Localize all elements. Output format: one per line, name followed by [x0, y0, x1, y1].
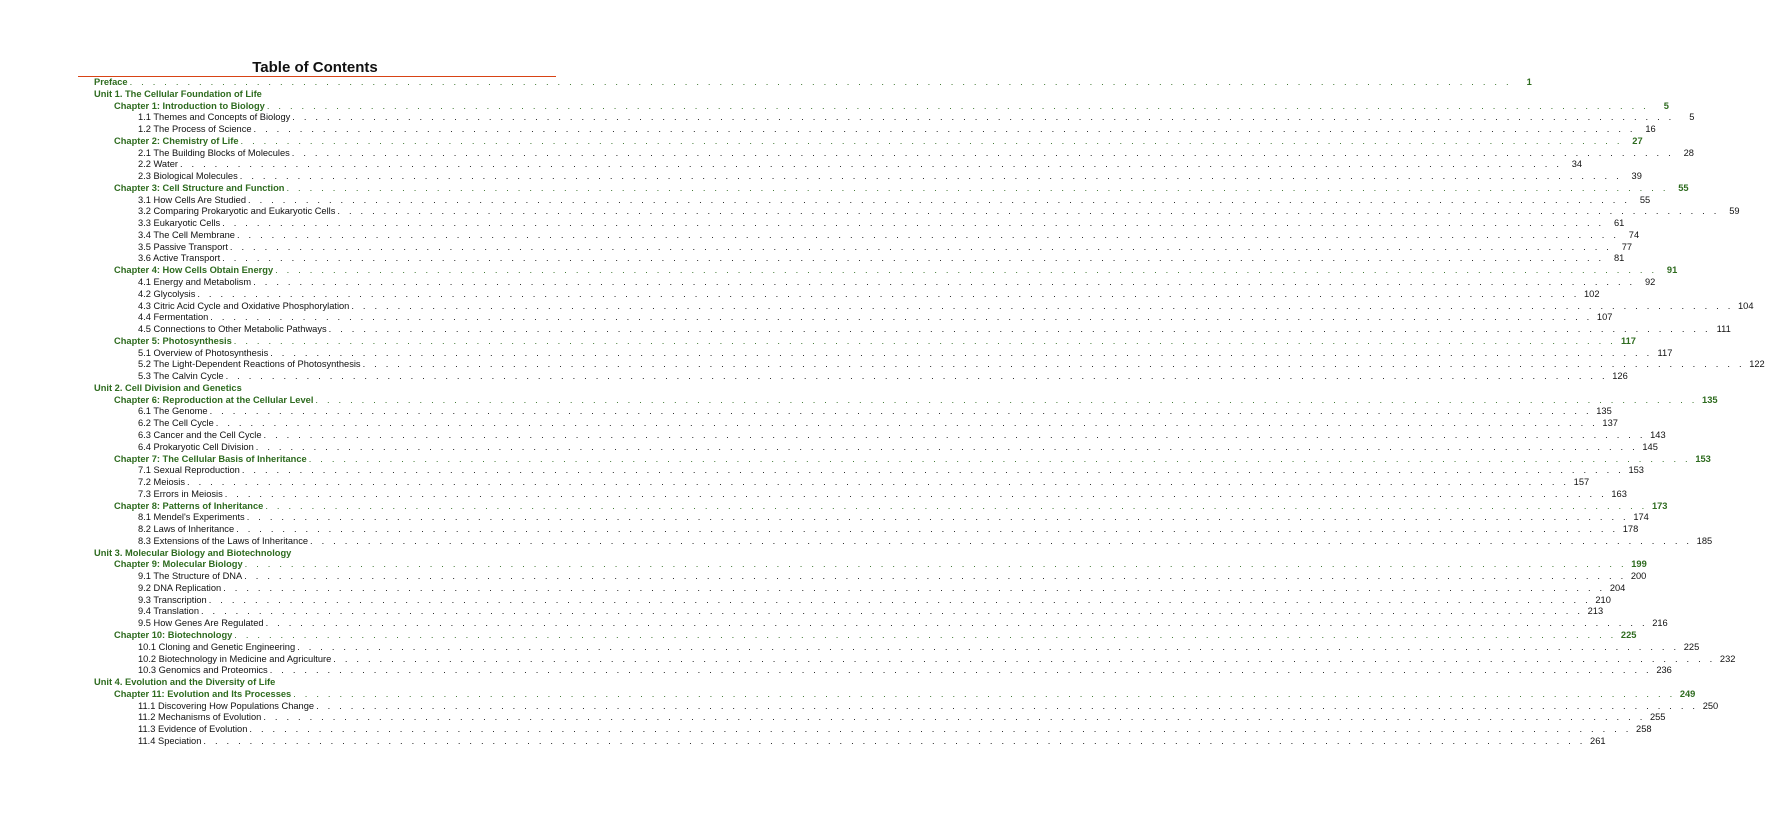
toc-entry-page-number[interactable]: 204 [1609, 582, 1626, 593]
toc-entry-page-number[interactable]: 178 [1622, 524, 1639, 535]
toc-section-entry[interactable] [0, 253, 1625, 265]
toc-chapter-entry[interactable] [0, 559, 1647, 571]
toc-entry-page-number[interactable]: 249 [1679, 688, 1696, 699]
dot-leader: . . . . . . . . . . . . . . . . . . . . . . . . . . . . . . . . . . . . . . . . . . . . . . . . . . . . . . . . . . . . . . . . . . . . . . . . . . . . . . . . . . . . . . . . . . . . . . . . . . . . . . . . . . . . . . . . . . . . . . . . [269, 665, 1652, 676]
toc-entry-page-number[interactable]: 225 [1620, 629, 1637, 640]
dot-leader: . . . . . . . . . . . . . . . . . . . . . . . . . . . . . . . . . . . . . . . . . . . . . . . . . . . . . . . . . . . . . . . . . . . . . . . . . . . . . . . . . . . . . . . . . . . . . . . . . . . . . . . . . . . . . . . . . . . . . . . . [263, 712, 1646, 723]
dot-leader: . . . . . . . . . . . . . . . . . . . . . . . . . . . . . . . . . . . . . . . . . . . . . . . . . . . . . . . . . . . . . . . . . . . . . . . . . . . . . . . . . . . . . . . . . . . . . . . . . . . . . . . . . . . . . . . . . . . . . . . . [266, 100, 1649, 111]
dot-leader: . . . . . . . . . . . . . . . . . . . . . . . . . . . . . . . . . . . . . . . . . . . . . . . . . . . . . . . . . . . . . . . . . . . . . . . . . . . . . . . . . . . . . . . . . . . . . . . . . . . . . . . . . . . . . . . . . . . . . . . . [328, 324, 1711, 335]
dot-leader: . . . . . . . . . . . . . . . . . . . . . . . . . . . . . . . . . . . . . . . . . . . . . . . . . . . . . . . . . . . . . . . . . . . . . . . . . . . . . . . . . . . . . . . . . . . . . . . . . . . . . . . . . . . . . . . . . . . . . . . . [187, 477, 1570, 488]
toc-entry-label[interactable]: Chapter 8: Patterns of Inheritance [114, 500, 264, 511]
toc-entry-page-number[interactable]: 81 [1613, 253, 1625, 264]
toc-section-entry[interactable] [0, 441, 1658, 454]
toc-section-entry[interactable] [0, 524, 1639, 536]
toc-section-entry[interactable] [0, 594, 1611, 607]
toc-section-entry[interactable] [0, 171, 1642, 183]
toc-entry-label[interactable]: 7.3 Errors in Meiosis [138, 488, 223, 499]
dot-leader: . . . . . . . . . . . . . . . . . . . . . . . . . . . . . . . . . . . . . . . . . . . . . . . . . . . . . . . . . . . . . . . . . . . . . . . . . . . . . . . . . . . . . . . . . . . . . . . . . . . . . . . . . . . . . . . . . . . . . . . . [293, 688, 1676, 699]
toc-section-entry[interactable] [0, 429, 1666, 442]
toc-section-entry[interactable] [0, 712, 1666, 724]
toc-entry-page-number[interactable]: 28 [1683, 147, 1694, 158]
toc-entry-page-number[interactable]: 104 [1737, 300, 1754, 311]
dot-leader: . . . . . . . . . . . . . . . . . . . . . . . . . . . . . . . . . . . . . . . . . . . . . . . . . . . . . . . . . . . . . . . . . . . . . . . . . . . . . . . . . . . . . . . . . . . . . . . . . . . . . . . . . . . . . . . . . . . . . . . . [222, 253, 1605, 264]
toc-entry-page-number[interactable]: 216 [1652, 618, 1668, 629]
dot-leader: . . . . . . . . . . . . . . . . . . . . . . . . . . . . . . . . . . . . . . . . . . . . . . . . . . . . . . . . . . . . . . . . . . . . . . . . . . . . . . . . . . . . . . . . . . . . . . . . . . . . . . . . . . . . . . . . . . . . . . . . [224, 488, 1607, 499]
toc-entry-label[interactable]: 9.5 How Genes Are Regulated [138, 618, 264, 629]
toc-entry-label[interactable]: Chapter 10: Biotechnology [114, 629, 233, 640]
toc-entry-label[interactable]: Unit 2. Cell Division and Genetics [94, 382, 242, 393]
toc-section-entry[interactable] [0, 312, 1613, 324]
toc-section-entry[interactable] [0, 277, 1656, 289]
toc-section-entry[interactable] [0, 206, 1740, 218]
dot-leader: . . . . . . . . . . . . . . . . . . . . . . . . . . . . . . . . . . . . . . . . . . . . . . . . . . . . . . . . . . . . . . . . . . . . . . . . . . . . . . . . . . . . . . . . . . . . . . . . . . . . . . . . . . . . . . . . . . . . . . . . [337, 206, 1720, 217]
toc-chapter-entry[interactable] [0, 394, 1718, 407]
toc-entry-page-number[interactable]: 16 [1645, 124, 1656, 135]
toc-section-entry[interactable] [0, 159, 1583, 171]
toc-entry-label[interactable]: 6.1 The Genome [138, 406, 208, 417]
toc-entry-page-number[interactable]: 232 [1719, 653, 1736, 664]
toc-entry-label[interactable]: Chapter 9: Molecular Biology [114, 559, 243, 570]
toc-entry-label[interactable]: 11.1 Discovering How Populations Change [138, 700, 315, 711]
toc-entry-label[interactable]: 6.4 Prokaryotic Cell Division [138, 441, 254, 452]
toc-entry-page-number[interactable]: 163 [1611, 488, 1627, 499]
dot-leader: . . . . . . . . . . . . . . . . . . . . . . . . . . . . . . . . . . . . . . . . . . . . . . . . . . . . . . . . . . . . . . . . . . . . . . . . . . . . . . . . . . . . . . . . . . . . . . . . . . . . . . . . . . . . . . . . . . . . . . . . [265, 500, 1648, 511]
toc-entry-label[interactable]: 2.3 Biological Molecules [138, 171, 238, 182]
dot-leader: . . . . . . . . . . . . . . . . . . . . . . . . . . . . . . . . . . . . . . . . . . . . . . . . . . . . . . . . . . . . . . . . . . . . . . . . . . . . . . . . . . . . . . . . . . . . . . . . . . . . . . . . . . . . . . . . . . . . . . . . [197, 288, 1580, 299]
dot-leader: . . . . . . . . . . . . . . . . . . . . . . . . . . . . . . . . . . . . . . . . . . . . . . . . . . . . . . . . . . . . . . . . . . . . . . . . . . . . . . . . . . . . . . . . . . . . . . . . . . . . . . . . . . . . . . . . . . . . . . . . [200, 606, 1584, 617]
toc-entry-page-number[interactable]: 200 [1630, 571, 1647, 582]
dot-leader: . . . . . . . . . . . . . . . . . . . . . . . . . . . . . . . . . . . . . . . . . . . . . . . . . . . . . . . . . . . . . . . . . . . . . . . . . . . . . . . . . . . . . . . . . . . . . . . . . . . . . . . . . . . . . . . . . . . . . . . . [310, 535, 1693, 546]
toc-section-entry[interactable] [0, 653, 1736, 666]
toc-chapter-entry[interactable] [0, 335, 1636, 348]
toc-entry-page-number[interactable]: 55 [1639, 194, 1651, 205]
dot-leader: . . . . . . . . . . . . . . . . . . . . . . . . . . . . . . . . . . . . . . . . . . . . . . . . . . . . . . . . . . . . . . . . . . . . . . . . . . . . . . . . . . . . . . . . . . . . . . . . . . . . . . . . . . . . . . . . . . . . . . . . [208, 594, 1591, 605]
toc-section-entry[interactable] [0, 112, 1695, 124]
toc-section-entry[interactable] [0, 147, 1694, 160]
dot-leader: . . . . . . . . . . . . . . . . . . . . . . . . . . . . . . . . . . . . . . . . . . . . . . . . . . . . . . . . . . . . . . . . . . . . . . . . . . . . . . . . . . . . . . . . . . . . . . . . . . . . . . . . . . . . . . . . . . . . . . . . [179, 159, 1563, 170]
dot-leader: . . . . . . . . . . . . . . . . . . . . . . . . . . . . . . . . . . . . . . . . . . . . . . . . . . . . . . . . . . . . . . . . . . . . . . . . . . . . . . . . . . . . . . . . . . . . . . . . . . . . . . . . . . . . . . . . . . . . . . . . [234, 629, 1617, 640]
toc-entry-page-number[interactable]: 199 [1631, 559, 1647, 570]
toc-entry-label[interactable]: Chapter 3: Cell Structure and Function [114, 182, 285, 193]
toc-entry-label[interactable]: 10.3 Genomics and Proteomics [138, 665, 268, 676]
dot-leader: . . . . . . . . . . . . . . . . . . . . . . . . . . . . . . . . . . . . . . . . . . . . . . . . . . . . . . . . . . . . . . . . . . . . . . . . . . . . . . . . . . . . . . . . . . . . . . . . . . . . . . . . . . . . . . . . . . . . . . . . [316, 700, 1699, 711]
toc-entry-label[interactable]: 8.2 Laws of Inheritance [138, 524, 235, 535]
dot-leader: . . . . . . . . . . . . . . . . . . . . . . . . . . . . . . . . . . . . . . . . . . . . . . . . . . . . . . . . . . . . . . . . . . . . . . . . . . . . . . . . . . . . . . . . . . . . . . . . . . . . . . . . . . . . . . . . . . . . . . . . [236, 524, 1619, 535]
page-title: Table of Contents [252, 59, 378, 76]
toc-entry-label[interactable]: Chapter 11: Evolution and Its Processes [114, 688, 292, 699]
toc-entry-label[interactable]: 4.2 Glycolysis [138, 288, 196, 299]
toc-entry-label[interactable]: 1.1 Themes and Concepts of Biology [138, 112, 291, 123]
toc-entry-label[interactable]: 9.1 The Structure of DNA [138, 571, 243, 582]
toc-entry-label[interactable]: 10.2 Biotechnology in Medicine and Agriculture [138, 653, 332, 664]
toc-entry-page-number[interactable]: 126 [1612, 371, 1628, 382]
toc-entry-page-number[interactable]: 74 [1628, 229, 1640, 240]
toc-chapter-entry[interactable] [0, 182, 1689, 195]
dot-leader: . . . . . . . . . . . . . . . . . . . . . . . . . . . . . . . . . . . . . . . . . . . . . . . . . . . . . . . . . . . . . . . . . . . . . . . . . . . . . . . . . . . . . . . . . . . . . . . . . . . . . . . . . . . . . . . . . . . . . . . . [236, 229, 1620, 240]
toc-unit-entry[interactable] [0, 383, 630, 395]
dot-leader: . . . . . . . . . . . . . . . . . . . . . . . . . . . . . . . . . . . . . . . . . . . . . . . . . . . . . . . . . . . . . . . . . . . . . . . . . . . . . . . . . . . . . . . . . . . . . . . . . . . . . . . . . . . . . . . . . . . . . . . . [240, 135, 1623, 146]
toc-entry-page-number[interactable]: 157 [1573, 477, 1590, 488]
toc-section-entry[interactable] [0, 300, 1754, 313]
dot-leader: . . . . . . . . . . . . . . . . . . . . . . . . . . . . . . . . . . . . . . . . . . . . . . . . . . . . . . . . . . . . . . . . . . . . . . . . . . . . . . . . . . . . . . . . . . . . . . . . . . . . . . . . . . . . . . . . . . . . . . . . [263, 429, 1646, 440]
toc-section-entry[interactable] [0, 371, 1628, 383]
toc-section-entry[interactable] [0, 535, 1713, 548]
dot-leader: . . . . . . . . . . . . . . . . . . . . . . . . . . . . . . . . . . . . . . . . . . . . . . . . . . . . . . . . . . . . . . . . . . . . . . . . . . . . . . . . . . . . . . . . . . . . . . . . . . . . . . . . . . . . . . . . . . . . . . . . [291, 147, 1674, 158]
toc-section-entry[interactable] [0, 347, 1673, 360]
toc-chapter-entry[interactable] [0, 688, 1696, 701]
toc-entry-label[interactable]: Unit 3. Molecular Biology and Biotechnology [94, 547, 292, 558]
toc-section-entry[interactable] [0, 194, 1651, 207]
toc-entry-page-number[interactable]: 173 [1651, 500, 1668, 511]
toc-chapter-entry[interactable] [0, 135, 1643, 148]
toc-section-entry[interactable] [0, 641, 1700, 654]
toc-section-entry[interactable] [0, 724, 1652, 736]
toc-entry-page-number[interactable]: 39 [1631, 171, 1642, 182]
dot-leader: . . . . . . . . . . . . . . . . . . . . . . . . . . . . . . . . . . . . . . . . . . . . . . . . . . . . . . . . . . . . . . . . . . . . . . . . . . . . . . . . . . . . . . . . . . . . . . . . . . . . . . . . . . . . . . . . . . . . . . . . [351, 300, 1734, 311]
toc-entry-label[interactable]: 9.3 Transcription [138, 594, 207, 605]
toc-chapter-entry[interactable] [0, 629, 1637, 642]
toc-entry-page-number[interactable]: 34 [1571, 159, 1583, 170]
toc-section-entry[interactable] [0, 571, 1647, 583]
dot-leader: . . . . . . . . . . . . . . . . . . . . . . . . . . . . . . . . . . . . . . . . . . . . . . . . . . . . . . . . . . . . . . . . . . . . . . . . . . . . . . . . . . . . . . . . . . . . . . . . . . . . . . . . . . . . . . . . . . . . . . . . [275, 265, 1658, 276]
dot-leader: . . . . . . . . . . . . . . . . . . . . . . . . . . . . . . . . . . . . . . . . . . . . . . . . . . . . . . . . . . . . . . . . . . . . . . . . . . . . . . . . . . . . . . . . . . . . . . . . . . . . . . . . . . . . . . . . . . . . . . . . [315, 394, 1698, 405]
toc-entry-page-number[interactable]: 225 [1683, 641, 1700, 652]
toc-section-entry[interactable] [0, 406, 1612, 418]
toc-section-entry[interactable] [0, 124, 1656, 136]
dot-leader: . . . . . . . . . . . . . . . . . . . . . . . . . . . . . . . . . . . . . . . . . . . . . . . . . . . . . . . . . . . . . . . . . . . . . . . . . . . . . . . . . . . . . . . . . . . . . . . . . . . . . . . . . . . . . . . . . . . . . . . . [225, 371, 1608, 382]
toc-section-entry[interactable] [0, 606, 1604, 618]
dot-leader: . . . . . . . . . . . . . . . . . . . . . . . . . . . . . . . . . . . . . . . . . . . . . . . . . . . . . . . . . . . . . . . . . . . . . . . . . . . . . . . . . . . . . . . . . . . . . . . . . . . . . . . . . . . . . . . . . . . . . . . . [244, 571, 1627, 582]
dot-leader: . . . . . . . . . . . . . . . . . . . . . . . . . . . . . . . . . . . . . . . . . . . . . . . . . . . . . . . . . . . . . . . . . . . . . . . . . . . . . . . . . . . . . . . . . . . . . . . . . . . . . . . . . . . . . . . . . . . . . . . . [210, 312, 1593, 323]
toc-entry-label[interactable]: 4.4 Fermentation [138, 312, 209, 323]
toc-entry-label[interactable]: 11.4 Speciation [138, 735, 202, 746]
toc-section-entry[interactable] [0, 477, 1590, 489]
dot-leader: . . . . . . . . . . . . . . . . . . . . . . . . . . . . . . . . . . . . . . . . . . . . . . . . . . . . . . . . . . . . . . . . . . . . . . . . . . . . . . . . . . . . . . . . . . . . . . . . . . . . . . . . . . . . . . . . . . . . . . . . [265, 618, 1648, 629]
toc-entry-label[interactable]: 8.3 Extensions of the Laws of Inheritance [138, 535, 309, 546]
toc-section-entry[interactable] [0, 488, 1627, 501]
toc-entry-page-number[interactable]: 61 [1613, 218, 1625, 229]
toc-entry-label[interactable]: 3.5 Passive Transport [138, 241, 228, 252]
toc-entry-page-number[interactable]: 135 [1702, 394, 1718, 405]
toc-entry-page-number[interactable]: 213 [1587, 606, 1604, 617]
toc-entry-label[interactable]: Chapter 4: How Cells Obtain Energy [114, 265, 274, 276]
toc-section-entry[interactable] [0, 665, 1672, 677]
toc-entry-label[interactable]: Unit 4. Evolution and the Diversity of Life [94, 677, 276, 688]
toc-unit-entry[interactable] [0, 548, 630, 560]
toc-entry-page-number[interactable]: 153 [1695, 453, 1711, 464]
toc-section-entry[interactable] [0, 241, 1633, 254]
toc-entry-label[interactable]: 11.2 Mechanisms of Evolution [138, 712, 262, 723]
toc-entry-label[interactable]: 10.1 Cloning and Genetic Engineering [138, 641, 296, 652]
dot-leader: . . . . . . . . . . . . . . . . . . . . . . . . . . . . . . . . . . . . . . . . . . . . . . . . . . . . . . . . . . . . . . . . . . . . . . . . . . . . . . . . . . . . . . . . . . . . . . . . . . . . . . . . . . . . . . . . . . . . . . . . [222, 218, 1605, 229]
toc-entry-label[interactable]: 3.1 How Cells Are Studied [138, 194, 247, 205]
toc-entry-label[interactable]: 8.1 Mendel's Experiments [138, 512, 245, 523]
toc-entry-page-number[interactable]: 258 [1636, 724, 1652, 735]
toc-entry-page-number[interactable]: 107 [1596, 312, 1613, 323]
toc-unit-entry[interactable] [0, 677, 630, 689]
toc-section-entry[interactable] [0, 735, 1606, 748]
toc-entry-label[interactable]: 9.4 Translation [138, 606, 199, 617]
toc-entry-page-number[interactable]: 77 [1621, 241, 1633, 252]
toc-section-entry[interactable] [0, 512, 1649, 524]
toc-section-entry[interactable] [0, 218, 1625, 230]
dot-leader: . . . . . . . . . . . . . . . . . . . . . . . . . . . . . . . . . . . . . . . . . . . . . . . . . . . . . . . . . . . . . . . . . . . . . . . . . . . . . . . . . . . . . . . . . . . . . . . . . . . . . . . . . . . . . . . . . . . . . . . . [249, 724, 1632, 735]
toc-entry-page-number[interactable]: 145 [1642, 441, 1658, 452]
toc-section-entry[interactable] [0, 618, 1668, 630]
toc-chapter-entry[interactable] [0, 100, 1669, 113]
toc-entry-label[interactable]: 4.3 Citric Acid Cycle and Oxidative Phosphorylation [138, 300, 350, 311]
toc-entry-page-number[interactable]: 153 [1628, 465, 1644, 476]
dot-leader: . . . . . . . . . . . . . . . . . . . . . . . . . . . . . . . . . . . . . . . . . . . . . . . . . . . . . . . . . . . . . . . . . . . . . . . . . . . . . . . . . . . . . . . . . . . . . . . . . . . . . . . . . . . . . . . . . . . . . . . . [223, 582, 1606, 593]
toc-entry-label[interactable]: Chapter 2: Chemistry of Life [114, 135, 239, 146]
toc-entry-label[interactable]: 3.6 Active Transport [138, 253, 221, 264]
toc-section-entry[interactable] [0, 359, 1765, 371]
toc-entry-label[interactable]: Preface [94, 77, 128, 87]
dot-leader: . . . . . . . . . . . . . . . . . . . . . . . . . . . . . . . . . . . . . . . . . . . . . . . . . . . . . . . . . . . . . . . . . . . . . . . . . . . . . . . . . . . . . . . . . . . . . . . . . . . . . . . . . . . . . . . . . . . . . . . . [270, 347, 1653, 358]
toc-unit-entry[interactable] [0, 89, 630, 101]
toc-chapter-entry[interactable] [0, 500, 1668, 513]
toc-section-entry[interactable] [0, 700, 1719, 713]
toc-entry-label[interactable]: 7.1 Sexual Reproduction [138, 465, 240, 476]
toc-entry-page-number[interactable]: 236 [1656, 665, 1672, 676]
dot-leader: . . . . . . . . . . . . . . . . . . . . . . . . . . . . . . . . . . . . . . . . . . . . . . . . . . . . . . . . . . . . . . . . . . . . . . . . . . . . . . . . . . . . . . . . . . . . . . . . . . . . . . . . . . . . . . . . . . . . . . . . [233, 335, 1616, 346]
toc-chapter-entry[interactable] [0, 453, 1711, 466]
toc-entry-label[interactable]: Unit 1. The Cellular Foundation of Life [94, 88, 262, 99]
toc-section-entry[interactable] [0, 582, 1626, 595]
toc-entry-label[interactable]: 9.2 DNA Replication [138, 582, 222, 593]
dot-leader: . . . . . . . . . . . . . . . . . . . . . . . . . . . . . . . . . . . . . . . . . . . . . . . . . . . . . . . . . . . . . . . . . . . . . . . . . . . . . . . . . . . . . . . . . . . . . . . . . . . . . . . . . . . . . . . . . . . . . . . . [248, 194, 1631, 205]
table-of-contents [0, 77, 1765, 748]
dot-leader: . . . . . . . . . . . . . . . . . . . . . . . . . . . . . . . . . . . . . . . . . . . . . . . . . . . . . . . . . . . . . . . . . . . . . . . . . . . . . . . . . . . . . . . . . . . . . . . . . . . . . . . . . . . . . . . . . . . . . . . . [253, 277, 1636, 288]
toc-entry-label[interactable]: 4.1 Energy and Metabolism [138, 277, 252, 288]
dot-leader: . . . . . . . . . . . . . . . . . . . . . . . . . . . . . . . . . . . . . . . . . . . . . . . . . . . . . . . . . . . . . . . . . . . . . . . . . . . . . . . . . . . . . . . . . . . . . . . . . . . . . . . . . . . . . . . . . . . . . . . . [255, 441, 1638, 452]
toc-entry-page-number[interactable]: 255 [1649, 712, 1666, 723]
toc-entry-label[interactable]: Chapter 1: Introduction to Biology [114, 100, 265, 111]
dot-leader: . . . . . . . . . . . . . . . . . . . . . . . . . . . . . . . . . . . . . . . . . . . . . . . . . . . . . . . . . . . . . . . . . . . . . . . . . . . . . . . . . . . . . . . . . . . . . . . . . . . . . . . . . . . . . . . . . . . . . . . . [362, 359, 1745, 370]
toc-entry-label[interactable]: 2.1 The Building Blocks of Molecules [138, 147, 290, 158]
toc-section-entry[interactable] [0, 288, 1600, 301]
toc-section-entry[interactable] [0, 324, 1731, 336]
toc-entry-label[interactable]: 5.2 The Light-Dependent Reactions of Photosynthesis [138, 359, 361, 370]
toc-entry-page-number[interactable]: 117 [1657, 347, 1673, 358]
dot-leader: . . . . . . . . . . . . . . . . . . . . . . . . . . . . . . . . . . . . . . . . . . . . . . . . . . . . . . . . . . . . . . . . . . . . . . . . . . . . . . . . . . . . . . . . . . . . . . . . . . . . . . . . . . . . . . . . . . . . . . . . [333, 653, 1716, 664]
toc-entry-label[interactable]: Chapter 7: The Cellular Basis of Inheritance [114, 453, 307, 464]
dot-leader: . . . . . . . . . . . . . . . . . . . . . . . . . . . . . . . . . . . . . . . . . . . . . . . . . . . . . . . . . . . . . . . . . . . . . . . . . . . . . . . . . . . . . . . . . . . . . . . . . . . . . . . . . . . . . . . . . . . . . . . . [244, 559, 1627, 570]
toc-entry-page-number[interactable]: 27 [1632, 135, 1643, 146]
toc-entry-label[interactable]: 11.3 Evidence of Evolution [138, 724, 248, 735]
toc-entry-page-number[interactable]: 5 [1663, 100, 1669, 111]
toc-chapter-entry[interactable] [0, 265, 1678, 277]
toc-entry-label[interactable]: 5.3 The Calvin Cycle [138, 371, 224, 382]
toc-entry-page-number[interactable]: 91 [1666, 265, 1678, 276]
toc-preface-entry[interactable] [0, 77, 1532, 89]
toc-entry-label[interactable]: 4.5 Connections to Other Metabolic Pathways [138, 324, 327, 335]
dot-leader: . . . . . . . . . . . . . . . . . . . . . . . . . . . . . . . . . . . . . . . . . . . . . . . . . . . . . . . . . . . . . . . . . . . . . . . . . . . . . . . . . . . . . . . . . . . . . . . . . . . . . . . . . . . . . . . . . . . . . . . . [209, 406, 1592, 417]
toc-entry-label[interactable]: 3.3 Eukaryotic Cells [138, 218, 221, 229]
dot-leader: . . . . . . . . . . . . . . . . . . . . . . . . . . . . . . . . . . . . . . . . . . . . . . . . . . . . . . . . . . . . . . . . . . . . . . . . . . . . . . . . . . . . . . . . . . . . . . . . . . . . . . . . . . . . . . . . . . . . . . . . [241, 465, 1624, 476]
toc-entry-page-number[interactable]: 135 [1596, 406, 1612, 417]
toc-entry-label[interactable]: 5.1 Overview of Photosynthesis [138, 347, 269, 358]
toc-section-entry[interactable] [0, 418, 1618, 430]
dot-leader: . . . . . . . . . . . . . . . . . . . . . . . . . . . . . . . . . . . . . . . . . . . . . . . . . . . . . . . . . . . . . . . . . . . . . . . . . . . . . . . . . . . . . . . . . . . . . . . . . . . . . . . . . . . . . . . . . . . . . . . . [239, 171, 1622, 182]
dot-leader: . . . . . . . . . . . . . . . . . . . . . . . . . . . . . . . . . . . . . . . . . . . . . . . . . . . . . . . . . . . . . . . . . . . . . . . . . . . . . . . . . . . . . . . . . . . . . . . . . . . . . . . . . . . . . . . . . . . . . . . . [129, 77, 1512, 87]
toc-entry-label[interactable]: 6.2 The Cell Cycle [138, 418, 214, 429]
toc-entry-page-number[interactable]: 1 [1526, 77, 1532, 87]
toc-entry-label[interactable]: 2.2 Water [138, 159, 178, 170]
dot-leader: . . . . . . . . . . . . . . . . . . . . . . . . . . . . . . . . . . . . . . . . . . . . . . . . . . . . . . . . . . . . . . . . . . . . . . . . . . . . . . . . . . . . . . . . . . . . . . . . . . . . . . . . . . . . . . . . . . . . . . . . [215, 418, 1598, 429]
dot-leader: . . . . . . . . . . . . . . . . . . . . . . . . . . . . . . . . . . . . . . . . . . . . . . . . . . . . . . . . . . . . . . . . . . . . . . . . . . . . . . . . . . . . . . . . . . . . . . . . . . . . . . . . . . . . . . . . . . . . . . . . [253, 124, 1636, 135]
toc-entry-page-number[interactable]: 102 [1583, 288, 1600, 299]
toc-entry-page-number[interactable]: 92 [1644, 277, 1656, 288]
toc-entry-page-number[interactable]: 210 [1595, 594, 1611, 605]
toc-entry-page-number[interactable]: 137 [1602, 418, 1618, 429]
toc-entry-page-number[interactable]: 122 [1749, 359, 1765, 370]
dot-leader: . . . . . . . . . . . . . . . . . . . . . . . . . . . . . . . . . . . . . . . . . . . . . . . . . . . . . . . . . . . . . . . . . . . . . . . . . . . . . . . . . . . . . . . . . . . . . . . . . . . . . . . . . . . . . . . . . . . . . . . . [286, 182, 1669, 193]
toc-entry-label[interactable]: Chapter 6: Reproduction at the Cellular Level [114, 394, 314, 405]
toc-entry-page-number[interactable]: 250 [1702, 700, 1719, 711]
toc-entry-page-number[interactable]: 117 [1620, 335, 1636, 346]
toc-entry-label[interactable]: 6.3 Cancer and the Cell Cycle [138, 429, 262, 440]
toc-entry-page-number[interactable]: 55 [1678, 182, 1689, 193]
toc-entry-page-number[interactable]: 261 [1590, 735, 1606, 746]
toc-entry-page-number[interactable]: 143 [1650, 429, 1666, 440]
dot-leader: . . . . . . . . . . . . . . . . . . . . . . . . . . . . . . . . . . . . . . . . . . . . . . . . . . . . . . . . . . . . . . . . . . . . . . . . . . . . . . . . . . . . . . . . . . . . . . . . . . . . . . . . . . . . . . . . . . . . . . . . [246, 512, 1629, 523]
toc-entry-page-number[interactable]: 185 [1696, 535, 1713, 546]
toc-entry-label[interactable]: 3.2 Comparing Prokaryotic and Eukaryotic Cells [138, 206, 336, 217]
dot-leader: . . . . . . . . . . . . . . . . . . . . . . . . . . . . . . . . . . . . . . . . . . . . . . . . . . . . . . . . . . . . . . . . . . . . . . . . . . . . . . . . . . . . . . . . . . . . . . . . . . . . . . . . . . . . . . . . . . . . . . . . [297, 641, 1680, 652]
toc-entry-page-number[interactable]: 111 [1716, 324, 1731, 335]
dot-leader: . . . . . . . . . . . . . . . . . . . . . . . . . . . . . . . . . . . . . . . . . . . . . . . . . . . . . . . . . . . . . . . . . . . . . . . . . . . . . . . . . . . . . . . . . . . . . . . . . . . . . . . . . . . . . . . . . . . . . . . . [203, 735, 1586, 746]
toc-entry-label[interactable]: Chapter 5: Photosynthesis [114, 335, 232, 346]
toc-entry-page-number[interactable]: 59 [1729, 206, 1740, 217]
dot-leader: . . . . . . . . . . . . . . . . . . . . . . . . . . . . . . . . . . . . . . . . . . . . . . . . . . . . . . . . . . . . . . . . . . . . . . . . . . . . . . . . . . . . . . . . . . . . . . . . . . . . . . . . . . . . . . . . . . . . . . . . [292, 112, 1675, 123]
dot-leader: . . . . . . . . . . . . . . . . . . . . . . . . . . . . . . . . . . . . . . . . . . . . . . . . . . . . . . . . . . . . . . . . . . . . . . . . . . . . . . . . . . . . . . . . . . . . . . . . . . . . . . . . . . . . . . . . . . . . . . . . [229, 241, 1613, 252]
toc-entry-page-number[interactable]: 5 [1689, 112, 1695, 123]
toc-entry-label[interactable]: 1.2 The Process of Science [138, 124, 252, 135]
toc-entry-page-number[interactable]: 174 [1633, 512, 1649, 523]
toc-section-entry[interactable] [0, 465, 1644, 477]
toc-entry-label[interactable]: 7.2 Meiosis [138, 477, 186, 488]
dot-leader: . . . . . . . . . . . . . . . . . . . . . . . . . . . . . . . . . . . . . . . . . . . . . . . . . . . . . . . . . . . . . . . . . . . . . . . . . . . . . . . . . . . . . . . . . . . . . . . . . . . . . . . . . . . . . . . . . . . . . . . . [308, 453, 1691, 464]
toc-entry-label[interactable]: 3.4 The Cell Membrane [138, 229, 235, 240]
toc-section-entry[interactable] [0, 229, 1640, 242]
